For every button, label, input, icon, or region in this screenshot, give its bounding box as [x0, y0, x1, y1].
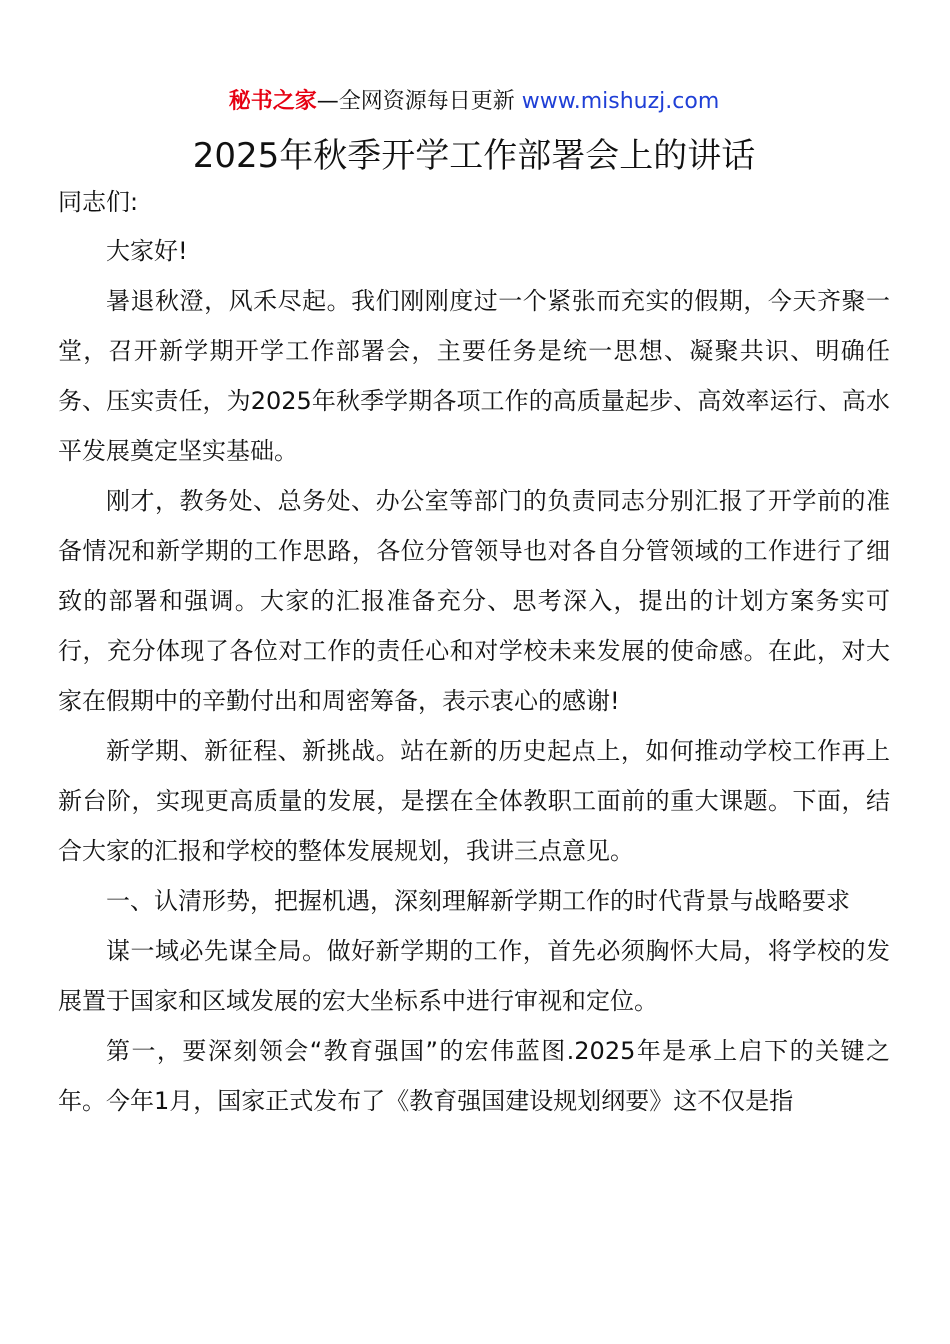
paragraph: 暑退秋澄，风禾尽起。我们刚刚度过一个紧张而充实的假期，今天齐聚一堂，召开新学期开学工作部署会，主要任务是统一思想、凝聚共识、明确任务、压实责任，为2025年秋季学期各项工作的高质量起步、高效率运行、高水平发展奠定坚实基础。 [58, 287, 890, 465]
paragraph: 谋一域必先谋全局。做好新学期的工作，首先必须胸怀大局，将学校的发展置于国家和区域发展的宏大坐标系中进行审视和定位。 [58, 937, 890, 1015]
site-header [58, 84, 890, 124]
brand-name: 秘书之家 [228, 89, 317, 114]
site-url[interactable]: www.mishuzj.com [521, 89, 720, 114]
document-title: 2025年秋季开学工作部署会上的讲话 [192, 136, 756, 176]
paragraph: 大家好! [106, 237, 188, 265]
paragraph: 第一，要深刻领会“教育强国”的宏伟蓝图.2025年是承上启下的关键之年。今年1月，国家正式发布了《教育强国建设规划纲要》这不仅是指 [58, 1037, 890, 1115]
paragraph: 刚才，教务处、总务处、办公室等部门的负责同志分别汇报了开学前的准备情况和新学期的工作思路，各位分管领导也对各自分管领域的工作进行了细致的部署和强调。大家的汇报准备充分、思考深入，提出的计划方案务实可行，充分体现了各位对工作的责任心和对学校未来发展的使命感。在此，对大家在假期中的辛勤付出和周密筹备，表示衷心的感谢! [58, 487, 890, 715]
section-heading: 一、认清形势，把握机遇，深刻理解新学期工作的时代背景与战略要求 [106, 887, 850, 915]
salutation: 同志们: [58, 188, 139, 216]
brand-tagline: —全网资源每日更新 [316, 89, 515, 114]
paragraph: 新学期、新征程、新挑战。站在新的历史起点上，如何推动学校工作再上新台阶，实现更高质量的发展，是摆在全体教职工面前的重大课题。下面，结合大家的汇报和学校的整体发展规划，我讲三点意见。 [58, 737, 890, 865]
